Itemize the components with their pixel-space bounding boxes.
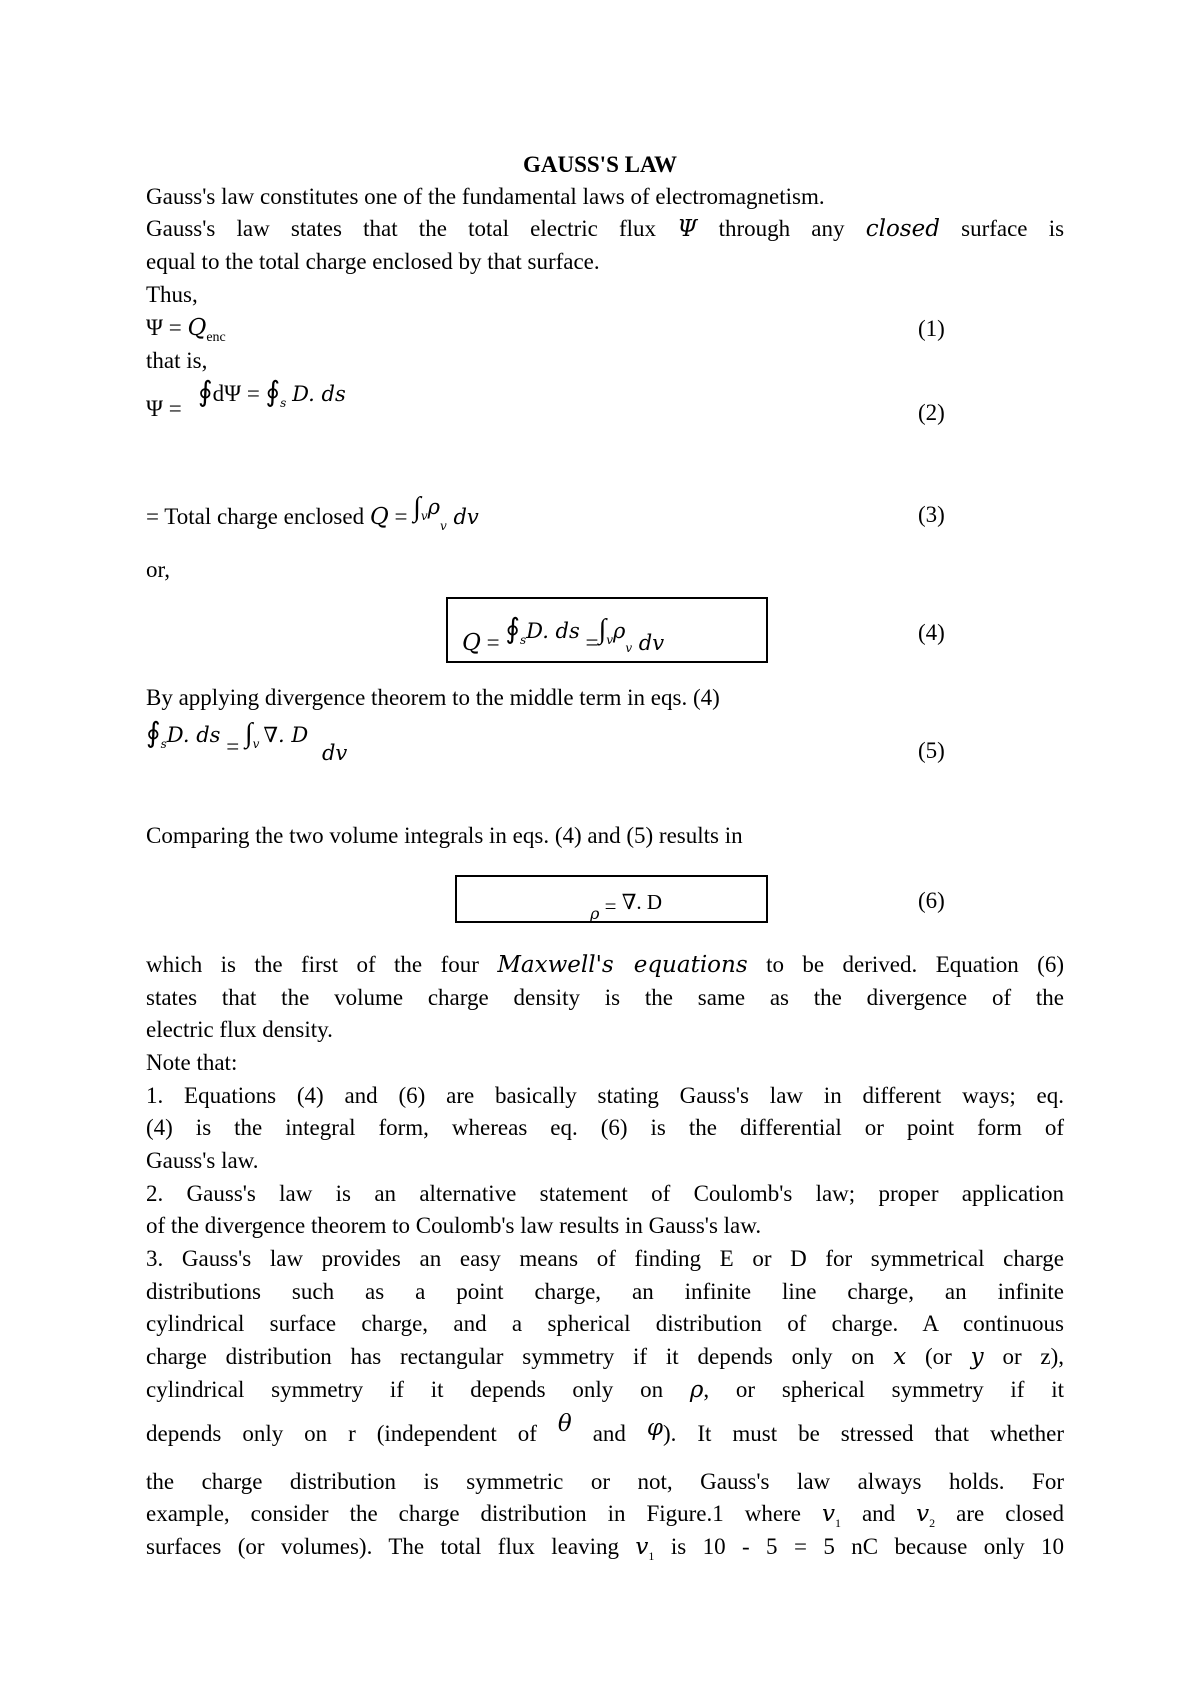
intro-line-2: Gauss's law states that the total electric flux Ψ through any closed surface is (146, 216, 1065, 242)
para2-line-1: which is the first of the four Maxwell's equations to be derived. Equation (6) (146, 952, 1064, 978)
equation-3: = Total charge enclosed $Q = \int v\rho_v$ dv (146, 492, 479, 533)
intro-line-1: Gauss's law constitutes one of the fundamental laws of electromagnetism. (146, 184, 825, 209)
equation-1: $\Psi = Q_{enc}$ (146, 315, 226, 345)
item3-line-2: distributions such as a point charge, an infinite line charge, an infinite (146, 1279, 1064, 1304)
item1-line-3: Gauss's law. (146, 1148, 259, 1173)
item3-line-8: example, consider the charge distribution in Figure.1 where $v_1$ and $v_2$ are closed (146, 1501, 1065, 1530)
equation-6-number: (6) (918, 888, 945, 913)
equation-5: $∮_sD$. ds = $\int_v$ ∇. D dv (146, 718, 348, 765)
item1-line-1: 1. Equations (4) and (6) are basically stating Gauss's law in different ways; eq. (146, 1083, 1064, 1108)
equation-4-number: (4) (918, 620, 945, 645)
item3-line-5: cylindrical symmetry if it depends only on ρ, or spherical symmetry if it (146, 1377, 1065, 1403)
item3-line-7: the charge distribution is symmetric or not, Gauss's law always holds. For (146, 1469, 1064, 1494)
divergence-text: By applying divergence theorem to the middle term in eqs. (4) (146, 685, 720, 710)
or-text: or, (146, 557, 170, 582)
item1-line-2: (4) is the integral form, whereas eq. (6) is the differential or point form of (146, 1115, 1064, 1140)
thatis-text: that is, (146, 348, 208, 373)
equation-6: $_\rho$ = ∇. D (590, 890, 663, 923)
equation-2-number: (2) (918, 400, 945, 425)
equation-2-lhs: Ψ = (146, 396, 182, 421)
item3-line-3: cylindrical surface charge, and a spherical distribution of charge. A continuous (146, 1311, 1064, 1336)
equation-1-number: (1) (918, 316, 945, 341)
item2-line-1: 2. Gauss's law is an alternative statement of Coulomb's law; proper application (146, 1181, 1064, 1206)
equation-3-number: (3) (918, 502, 945, 527)
item3-line-9: surfaces (or volumes). The total flux leaving $v_1$ is 10 - 5 = 5 nC because only 10 (146, 1534, 1065, 1563)
thus-text: Thus, (146, 282, 198, 307)
item2-line-2: of the divergence theorem to Coulomb's law results in Gauss's law. (146, 1213, 762, 1238)
item3-line-6: depends only on r (independent of θ and φ). It must be stressed that whether (146, 1411, 1065, 1446)
note-heading: Note that: (146, 1050, 238, 1075)
item3-line-4: charge distribution has rectangular symmetry if it depends only on x (or y or z), (146, 1344, 1065, 1370)
equation-4: $Q = ∮_sD$. ds $=\int_v\rho_v$ dv (462, 614, 665, 656)
equation-2-rhs: ∮dΨ = $∮_s$ D. ds (198, 377, 346, 410)
para2-line-3: electric flux density. (146, 1017, 333, 1042)
equation-5-number: (5) (918, 738, 945, 763)
para2-line-2: states that the volume charge density is the same as the divergence of the (146, 985, 1064, 1010)
item3-line-1: 3. Gauss's law provides an easy means of finding E or D for symmetrical charge (146, 1246, 1064, 1271)
page-title: GAUSS'S LAW (522, 152, 678, 177)
intro-line-3: equal to the total charge enclosed by that surface. (146, 249, 600, 274)
comparing-text: Comparing the two volume integrals in eqs. (4) and (5) results in (146, 823, 743, 848)
